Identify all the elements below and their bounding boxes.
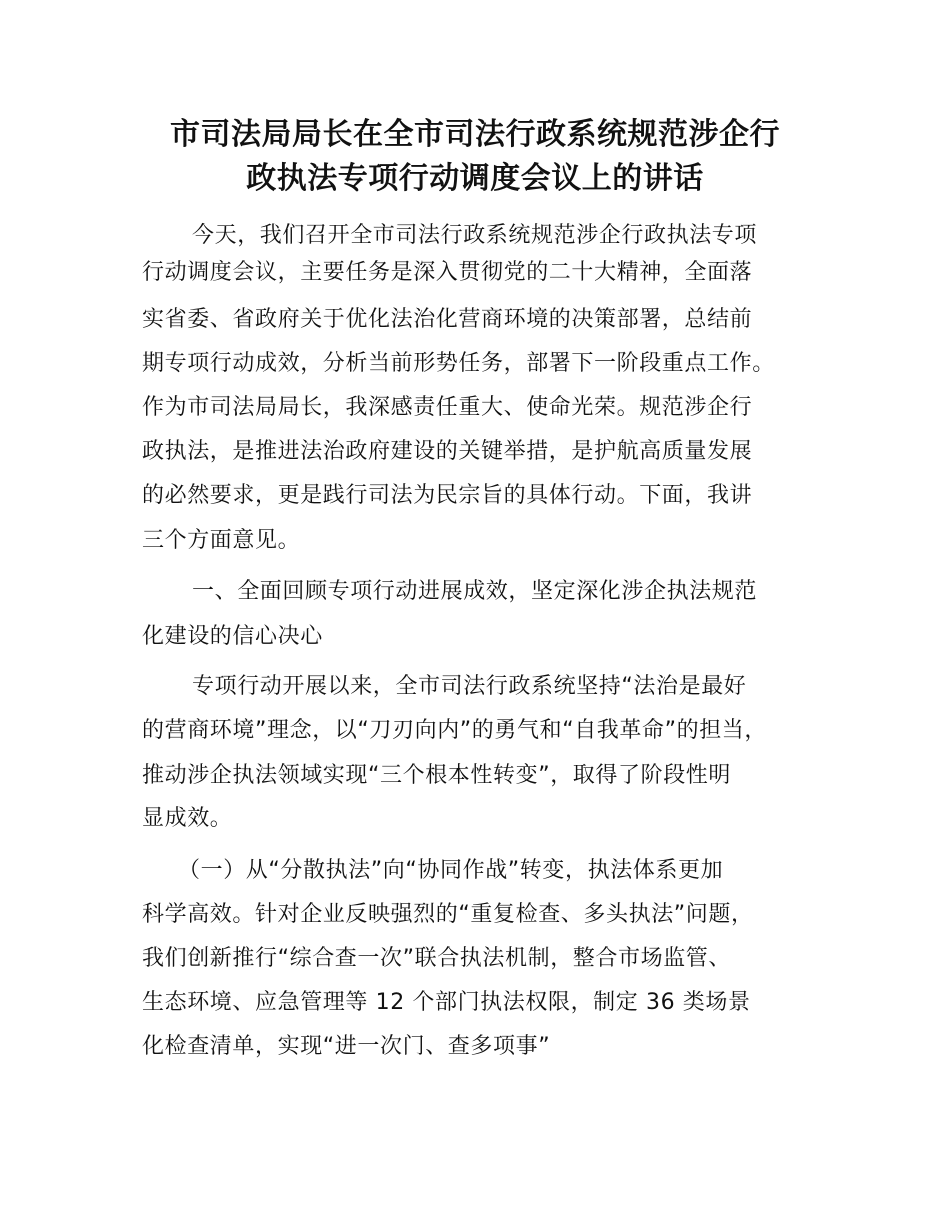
- paragraph-4-line-5: 化检查清单，实现“进一次门、查多项事”: [142, 1034, 551, 1059]
- paragraph-3-line-3: 推动涉企执法领域实现“三个根本性转变”，取得了阶段性明: [142, 763, 731, 788]
- document-title-line-1: 市司法局局长在全市司法行政系统规范涉企行: [170, 117, 780, 152]
- paragraph-1-line-2: 行动调度会议，主要任务是深入贯彻党的二十大精神，全面落: [142, 260, 753, 285]
- paragraph-3-line-1: 专项行动开展以来，全市司法行政系统坚持“法治是最好: [192, 674, 747, 699]
- paragraph-1-line-6: 政执法，是推进法治政府建设的关键举措，是护航高质量发展: [142, 439, 753, 464]
- paragraph-3-line-2: 的营商环境”理念，以“刀刃向内”的勇气和“自我革命”的担当，: [142, 718, 767, 743]
- paragraph-3-line-4: 显成效。: [142, 806, 233, 831]
- section-heading-line-1: 一、全面回顾专项行动进展成效，坚定深化涉企执法规范: [192, 579, 758, 604]
- paragraph-1-line-5: 作为市司法局局长，我深感责任重大、使命光荣。规范涉企行: [142, 395, 753, 420]
- paragraph-1-line-7: 的必然要求，更是践行司法为民宗旨的具体行动。下面，我讲: [142, 483, 753, 508]
- paragraph-4-line-2: 科学高效。针对企业反映强烈的“重复检查、多头执法”问题，: [142, 902, 754, 927]
- section-heading-line-2: 化建设的信心决心: [142, 624, 323, 649]
- paragraph-4-line-4: 生态环境、应急管理等 12 个部门执法权限，制定 36 类场景: [142, 990, 751, 1015]
- paragraph-1-line-3: 实省委、省政府关于优化法治化营商环境的决策部署，总结前: [142, 307, 753, 332]
- paragraph-1-line-4: 期专项行动成效，分析当前形势任务，部署下一阶段重点工作。: [142, 351, 775, 376]
- document-title-line-2: 政执法专项行动调度会议上的讲话: [246, 161, 704, 196]
- paragraph-1-line-8: 三个方面意见。: [142, 528, 301, 553]
- paragraph-1-line-1: 今天，我们召开全市司法行政系统规范涉企行政执法专项: [192, 223, 758, 248]
- paragraph-4-line-1: （一）从“分散执法”向“协同作战”转变，执法体系更加: [178, 858, 724, 883]
- paragraph-4-line-3: 我们创新推行“综合查一次”联合执法机制，整合市场监管、: [142, 946, 731, 971]
